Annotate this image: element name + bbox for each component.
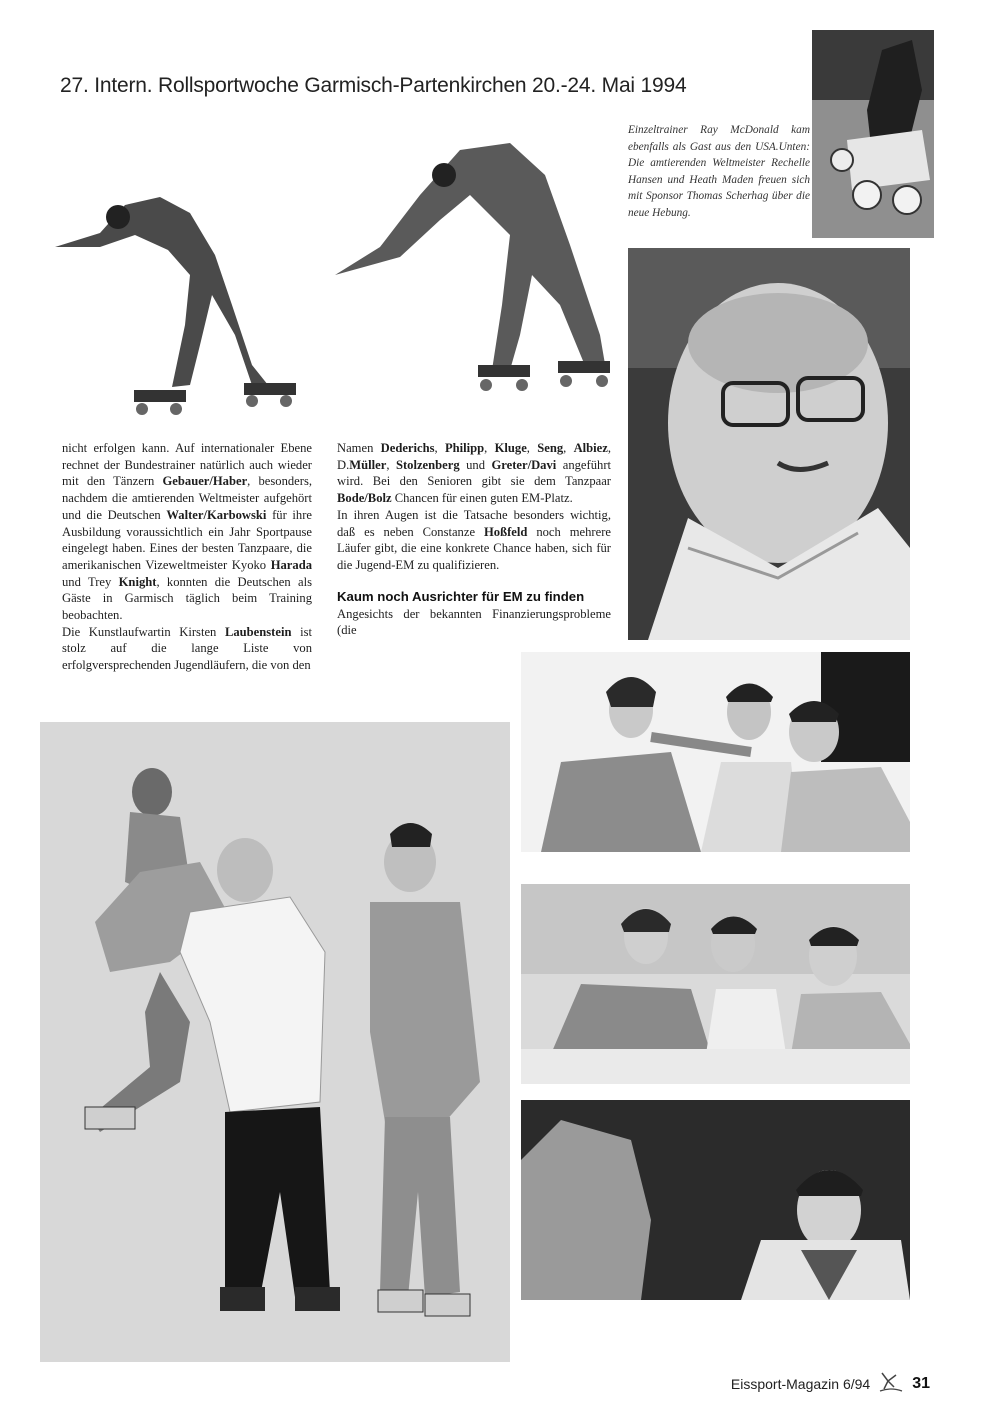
bold-name: Kluge (494, 441, 527, 455)
photo-spectators-railing (521, 884, 910, 1084)
bold-name: Dederichs (380, 441, 435, 455)
bold-name: Laubenstein (224, 624, 292, 639)
article-column-2 (337, 440, 611, 639)
article-headline: 27. Intern. Rollsportwoche Garmisch-Partenkirchen 20.-24. Mai 1994 (60, 74, 687, 97)
bold-name: Gebauer/Haber (162, 474, 248, 489)
bold-name: Albiez (573, 441, 608, 455)
bold-name: Philipp (444, 441, 485, 455)
bold-name: Greter/Davi (491, 457, 557, 472)
photo-caption: Einzeltrainer Ray McDonald kam ebenfalls als Gast aus den USA.Unten: Die amtierenden Weltmeister Rechelle Hansen und Heath Maden freuen sich mit Sponsor Thomas Scherhag über die neue Hebung. (628, 124, 810, 219)
bold-name: Walter/Karbowski (166, 507, 267, 522)
article-column-1 (62, 440, 312, 674)
bold-name: Bode/Bolz (337, 491, 392, 506)
photo-spectator-laughing (521, 1100, 910, 1300)
col1-paragraph-2: Die Kunstlaufwartin Kirsten Laubenstein ist stolz auf die lange Liste von erfolgversprechenden Jugendläufern, die von den (62, 624, 312, 673)
bold-name: Knight (118, 574, 157, 589)
photo-spectators-pointing (521, 652, 910, 852)
bold-name: Hoßfeld (483, 524, 528, 539)
photo-roller-skate (812, 30, 934, 238)
col1-paragraph-1: nicht erfolgen kann. Auf internationaler Ebene rechnet der Bundestrainer natürlich auch wieder mit den Tänzern Gebauer/Haber, besonders, nachdem die amtierenden Weltmeister aufgehört und die Deutschen Walter/Karbowski für ihre Ausbildung voraussichtlich ein Jahr Sportpause eingelegt haben. Eines der besten Tanzpaare, die amerikanischen Vizeweltmeister Kyoko Harada und Trey Knight, konnten die Deutschen als Gäste in Garmisch täglich beim Training beobachten. (62, 441, 312, 623)
page-footer (731, 1372, 930, 1396)
bold-name: Stolzenberg (395, 457, 460, 472)
col2-paragraph-3: Angesichts der bekannten Finanzierungsprobleme (die (337, 606, 611, 638)
subheading: Kaum noch Ausrichter für EM zu finden (337, 588, 585, 604)
magazine-issue: Eissport-Magazin 6/94 (730, 1376, 871, 1392)
photo-pair-lift-with-coach (40, 722, 510, 1362)
page-number: 31 (912, 1375, 930, 1392)
col2-paragraph-1: Namen Dederichs, Philipp, Kluge, Seng, Albiez, D.Müller, Stolzenberg und Greter/Davi angeführt wird. Bei den Senioren gibt sie dem Tanzpaar Bode/Bolz Chancen für einen guten EM-Platz. (337, 441, 612, 506)
bold-name: Müller (349, 457, 387, 472)
bold-name: Harada (270, 557, 312, 572)
skater-logo-icon (878, 1371, 904, 1398)
photo-skaters-backbend (40, 135, 615, 425)
bold-name: Seng (537, 441, 564, 455)
col2-paragraph-2: In ihren Augen ist die Tatsache besonders wichtig, daß es neben Constanze Hoßfeld noch mehrere Läufer gibt, die eine konkrete Chance haben, sich für die Jugend-EM zu qualifizieren. (337, 507, 611, 572)
photo-portrait-ray-mcdonald (628, 248, 910, 640)
